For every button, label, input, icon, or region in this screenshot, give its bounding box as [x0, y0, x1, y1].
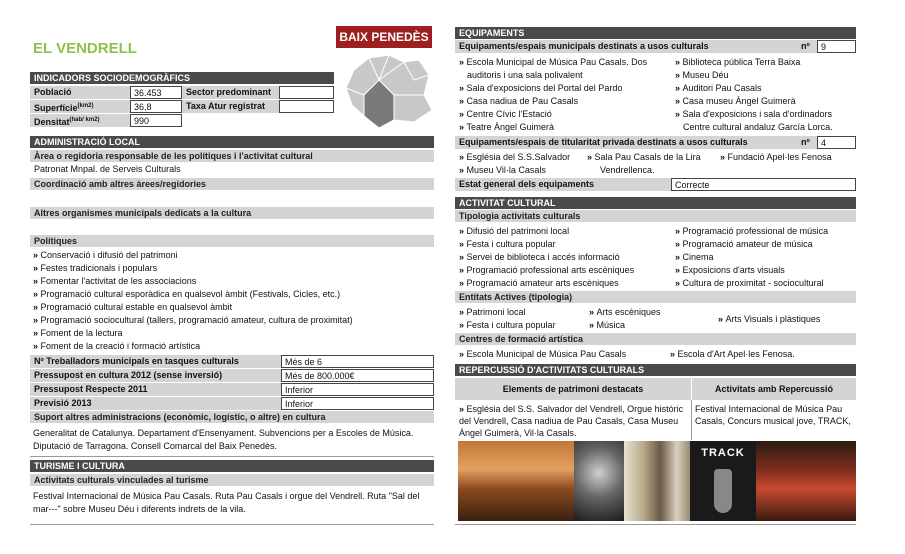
stage-photo: [756, 441, 856, 521]
politica-item: » Programació cultural estable en qualsevol àmbit: [33, 301, 232, 313]
track-photo: [690, 441, 756, 521]
tipologia-item: » Difusió del patrimoni local: [459, 225, 569, 237]
equip-item: » Museu Déu: [675, 69, 729, 81]
politica-item: » Conservació i difusió del patrimoni: [33, 249, 178, 261]
politica-item: » Festes tradicionals i populars: [33, 262, 157, 274]
previsio-label: Previsió 2013: [30, 397, 281, 410]
repercussio-col2-text: Festival Internacional de Música Pau Casals, Concurs musical jove, TRACK,: [695, 404, 851, 426]
politica-item: » Fomentar l'activitat de les associacions: [33, 275, 196, 287]
museum-photo: [624, 441, 690, 521]
poblacio-label: Població: [30, 86, 130, 99]
entitat-item: » Arts escèniques: [589, 306, 661, 318]
repercussio-col1-text: » Església del S.S. Salvador del Vendrell, Orgue històric del Vendrell, Casa nadiua de Pau Casals, Casa Museu Àngel Guimerà, Vil·la Casals.: [459, 404, 684, 438]
turisme-text: Festival Internacional de Música Pau Casals. Ruta Pau Casals i orgue del Vendrell. Ruta "Sal del mar---" sobre Museu Déu i diferents indrets de la vila.: [33, 491, 420, 514]
cellist-photo: [574, 441, 624, 521]
equip-item: » Casa museu Àngel Guimerà: [675, 95, 796, 107]
entitats-label: Entitats Actives (tipologia): [455, 291, 856, 303]
tipologia-item: » Programació professional arts escèniques: [459, 264, 634, 276]
repercussio-col1: Elements de patrimoni destacats: [455, 378, 691, 400]
privada-item: » Fundació Apel·les Fenosa: [720, 151, 832, 163]
estat-value: Correcte: [671, 178, 856, 191]
equip-item-cont: Centre cultural andaluz García Lorca.: [683, 122, 833, 132]
turisme-sub: Activitats culturals vinculades al turisme: [30, 474, 434, 486]
suport-label: Suport altres administracions (econòmic, logístic, o altre) en cultura: [30, 411, 434, 423]
densitat-label: Densitat$^{(hab/ km2)}$: [30, 114, 130, 127]
pressupost-value: Més de 800.000€: [281, 369, 434, 382]
poblacio-value: 36.453: [130, 86, 182, 99]
region-map: [344, 50, 434, 130]
centres-label: Centres de formació artística: [455, 333, 856, 345]
tipologia-item: » Programació professional de música: [675, 225, 828, 237]
entitat-item: » Festa i cultura popular: [459, 319, 556, 331]
atur-label: Taxa Atur registrat: [182, 100, 279, 113]
region-badge: BAIX PENEDÈS: [336, 26, 432, 48]
equip-item-cont: auditoris i una sala polivalent: [467, 70, 583, 80]
equip-item: » Sala d'exposicions del Portal del Pardo: [459, 82, 622, 94]
tipologia-item: » Cultura de proximitat - sociocultural: [675, 277, 824, 289]
altres-label: Altres organismes municipals dedicats a la cultura: [30, 207, 434, 219]
page-title: EL VENDRELL: [33, 40, 137, 57]
centre-item: » Escola Municipal de Música Pau Casals: [459, 348, 626, 360]
estat-label: Estat general dels equipaments: [455, 178, 671, 191]
photo-strip: [458, 441, 856, 521]
tipologia-item: » Exposicions d'arts visuals: [675, 264, 785, 276]
municipals-n: 9: [817, 40, 856, 53]
privada-item: » Església del S.S.Salvador: [459, 151, 570, 163]
area-value: Patronat Mnpal. de Serveis Culturals: [34, 164, 181, 174]
sector-label: Sector predominant: [182, 86, 279, 99]
tipologia-label: Tipologia activitats culturals: [455, 210, 856, 222]
equip-item: » Centre Cívic l'Estació: [459, 108, 552, 120]
politiques-label: Polítiques: [30, 235, 434, 247]
centre-item: » Escola d'Art Apel·les Fenosa.: [670, 348, 795, 360]
tipologia-item: » Cinema: [675, 251, 714, 263]
indicadors-header: INDICADORS SOCIODEMOGRÀFICS: [30, 72, 334, 84]
previsio-value: Inferior: [281, 397, 434, 410]
equip-item: » Biblioteca pública Terra Baixa: [675, 56, 800, 68]
municipals-label: Equipaments/espais municipals destinats a usos culturals: [455, 40, 797, 53]
tipologia-item: » Programació amateur de música: [675, 238, 813, 250]
privada-label: Equipaments/espais de titularitat privada destinats a usos culturals: [455, 136, 797, 149]
guitar-icon: [714, 469, 732, 513]
superficie-label: Superfície$^{(km2)}$: [30, 100, 130, 113]
track-logo: TRACK: [701, 447, 745, 459]
treballadors-label: Nº Treballadors municipals en tasques culturals: [30, 355, 281, 368]
equip-item: » Auditori Pau Casals: [675, 82, 762, 94]
respecte-label: Pressupost Respecte 2011: [30, 383, 281, 396]
politica-item: » Programació sociocultural (tallers, programació amateur, cultura de proximitat): [33, 314, 353, 326]
pressupost-label: Pressupost en cultura 2012 (sense inversió): [30, 369, 281, 382]
tipologia-item: » Servei de biblioteca i accés informació: [459, 251, 620, 263]
densitat-value: 990: [130, 114, 182, 127]
politica-item: » Programació cultural esporàdica en qualsevol àmbit (Festivals, Cicles, etc.): [33, 288, 340, 300]
respecte-value: Inferior: [281, 383, 434, 396]
admin-header: ADMINISTRACIÓ LOCAL: [30, 136, 434, 148]
equip-item: » Teatre Àngel Guimerà: [459, 121, 554, 133]
auditorium-photo: [458, 441, 574, 521]
n-label: nº: [797, 40, 817, 53]
n-label: nº: [797, 136, 817, 149]
entitat-item: » Música: [589, 319, 625, 331]
politica-item: » Foment de la lectura: [33, 327, 123, 339]
treballadors-value: Més de 6: [281, 355, 434, 368]
privada-item: » Museu Vil·la Casals: [459, 164, 546, 176]
tipologia-item: » Programació amateur arts escèniques: [459, 277, 619, 289]
equip-item: » Sala d'exposicions i sala d'ordinadors: [675, 108, 832, 120]
sector-value: [279, 86, 334, 99]
entitat-item: » Arts Visuals i plàstiques: [718, 313, 820, 325]
tipologia-item: » Festa i cultura popular: [459, 238, 556, 250]
activitat-header: ACTIVITAT CULTURAL: [455, 197, 856, 209]
entitat-item: » Patrimoni local: [459, 306, 526, 318]
privada-n: 4: [817, 136, 856, 149]
equip-item: » Casa nadiua de Pau Casals: [459, 95, 578, 107]
politica-item: » Foment de la creació i formació artística: [33, 340, 200, 352]
area-label: Àrea o regidoria responsable de les polítiques i l'activitat cultural: [30, 150, 434, 162]
suport-text: Generalitat de Catalunya. Departament d'Ensenyament. Subvencions per a Escoles de Música. Diputació de Tarragona. Consell Comarcal del Baix Penedès.: [33, 428, 414, 451]
turisme-header: TURISME I CULTURA: [30, 460, 434, 472]
atur-value: [279, 100, 334, 113]
equip-item: » Escola Municipal de Música Pau Casals. Dos: [459, 56, 647, 68]
privada-item: » Sala Pau Casals de la Lira: [587, 151, 701, 163]
coord-label: Coordinació amb altres àrees/regidories: [30, 178, 434, 190]
privada-item-cont: Vendrellenca.: [600, 165, 655, 175]
repercussio-header: REPERCUSSIÓ D'ACTIVITATS CULTURALS: [455, 364, 856, 376]
repercussio-col2: Activitats amb Repercussió: [691, 378, 856, 400]
superficie-value: 36,8: [130, 100, 182, 113]
equipaments-header: EQUIPAMENTS: [455, 27, 856, 39]
